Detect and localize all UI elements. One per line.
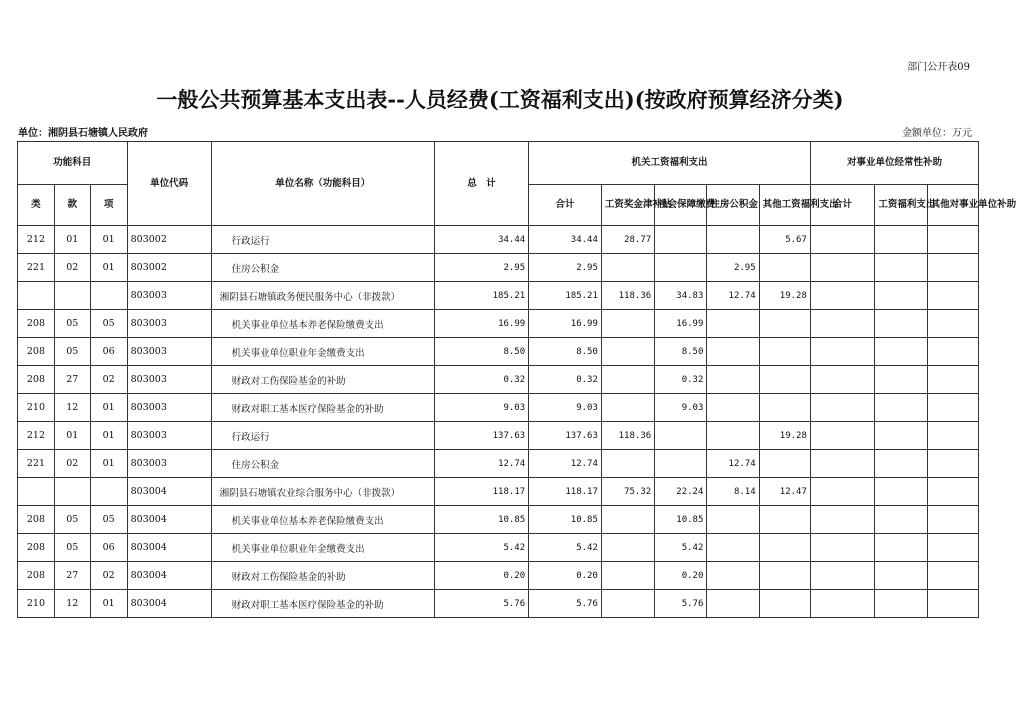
cell-inst-salary bbox=[875, 226, 927, 254]
cell-kuan bbox=[54, 282, 90, 310]
cell-unit-name: 机关事业单位职业年金缴费支出 bbox=[211, 534, 434, 562]
cell-org-total: 2.95 bbox=[529, 254, 602, 282]
cell-lei: 208 bbox=[18, 562, 55, 590]
cell-inst-total bbox=[810, 590, 875, 618]
cell-unit-name: 湘阴县石塘镇政务便民服务中心（非拨款） bbox=[211, 282, 434, 310]
cell-unit-code: 803003 bbox=[127, 422, 211, 450]
cell-org-total: 5.76 bbox=[529, 590, 602, 618]
cell-housing-fund bbox=[707, 226, 759, 254]
cell-inst-other bbox=[927, 478, 978, 506]
cell-unit-code: 803003 bbox=[127, 310, 211, 338]
cell-xiang: 05 bbox=[90, 310, 127, 338]
cell-inst-salary bbox=[875, 450, 927, 478]
cell-salary-bonus bbox=[601, 590, 654, 618]
page-title: 一般公共预算基本支出表--人员经费(工资福利支出)(按政府预算经济分类) bbox=[156, 87, 844, 112]
table-row bbox=[18, 254, 979, 282]
table-row bbox=[18, 478, 979, 506]
cell-salary-bonus bbox=[601, 450, 654, 478]
cell-salary-bonus bbox=[601, 506, 654, 534]
header-other-salary: 其他工资福利支出 bbox=[759, 185, 810, 226]
cell-xiang: 06 bbox=[90, 338, 127, 366]
cell-inst-salary bbox=[875, 338, 927, 366]
cell-inst-salary bbox=[875, 394, 927, 422]
cell-housing-fund: 12.74 bbox=[707, 282, 759, 310]
cell-housing-fund bbox=[707, 506, 759, 534]
cell-salary-bonus bbox=[601, 310, 654, 338]
cell-kuan: 27 bbox=[54, 366, 90, 394]
cell-inst-total bbox=[810, 450, 875, 478]
cell-inst-total bbox=[810, 562, 875, 590]
cell-org-total: 137.63 bbox=[529, 422, 602, 450]
cell-housing-fund: 8.14 bbox=[707, 478, 759, 506]
cell-lei bbox=[18, 282, 55, 310]
cell-unit-name: 财政对职工基本医疗保险基金的补助 bbox=[211, 590, 434, 618]
table-row bbox=[18, 562, 979, 590]
cell-xiang: 05 bbox=[90, 506, 127, 534]
cell-housing-fund: 2.95 bbox=[707, 254, 759, 282]
table-row bbox=[18, 450, 979, 478]
cell-housing-fund bbox=[707, 562, 759, 590]
header-unit-name: 单位名称（功能科目） bbox=[211, 142, 434, 226]
cell-inst-salary bbox=[875, 590, 927, 618]
cell-lei: 210 bbox=[18, 394, 55, 422]
cell-salary-bonus bbox=[601, 562, 654, 590]
header-social-security: 社会保障缴费 bbox=[655, 185, 707, 226]
cell-unit-code: 803003 bbox=[127, 366, 211, 394]
cell-inst-other bbox=[927, 366, 978, 394]
cell-org-total: 10.85 bbox=[529, 506, 602, 534]
cell-social-security bbox=[655, 422, 707, 450]
cell-kuan: 05 bbox=[54, 310, 90, 338]
table-row bbox=[18, 422, 979, 450]
table-row bbox=[18, 310, 979, 338]
cell-org-total: 185.21 bbox=[529, 282, 602, 310]
cell-lei: 221 bbox=[18, 450, 55, 478]
cell-salary-bonus: 75.32 bbox=[601, 478, 654, 506]
cell-lei: 208 bbox=[18, 506, 55, 534]
header-lei: 类 bbox=[18, 185, 55, 226]
cell-housing-fund: 12.74 bbox=[707, 450, 759, 478]
cell-inst-other bbox=[927, 310, 978, 338]
cell-other-salary: 19.28 bbox=[759, 282, 810, 310]
cell-unit-name: 行政运行 bbox=[211, 226, 434, 254]
cell-unit-name: 机关事业单位职业年金缴费支出 bbox=[211, 338, 434, 366]
cell-total: 185.21 bbox=[434, 282, 528, 310]
expenditure-table bbox=[17, 141, 1016, 618]
cell-inst-salary bbox=[875, 562, 927, 590]
cell-other-salary bbox=[759, 254, 810, 282]
cell-housing-fund bbox=[707, 310, 759, 338]
cell-unit-code: 803003 bbox=[127, 282, 211, 310]
cell-inst-salary bbox=[875, 422, 927, 450]
cell-unit-name: 住房公积金 bbox=[211, 450, 434, 478]
cell-inst-salary bbox=[875, 534, 927, 562]
cell-total: 16.99 bbox=[434, 310, 528, 338]
cell-xiang: 01 bbox=[90, 422, 127, 450]
amount-unit: 金额单位：万元 bbox=[902, 128, 972, 139]
cell-salary-bonus bbox=[601, 366, 654, 394]
cell-total: 10.85 bbox=[434, 506, 528, 534]
cell-unit-code: 803003 bbox=[127, 394, 211, 422]
cell-salary-bonus bbox=[601, 338, 654, 366]
cell-other-salary: 19.28 bbox=[759, 422, 810, 450]
cell-social-security: 22.24 bbox=[655, 478, 707, 506]
cell-other-salary bbox=[759, 338, 810, 366]
table-row bbox=[18, 226, 979, 254]
cell-org-total: 5.42 bbox=[529, 534, 602, 562]
cell-total: 0.20 bbox=[434, 562, 528, 590]
table-row bbox=[18, 282, 979, 310]
cell-kuan: 05 bbox=[54, 534, 90, 562]
header-org-group: 机关工资福利支出 bbox=[529, 142, 811, 185]
cell-housing-fund bbox=[707, 534, 759, 562]
cell-xiang: 02 bbox=[90, 366, 127, 394]
cell-salary-bonus bbox=[601, 534, 654, 562]
table-row bbox=[18, 394, 979, 422]
cell-inst-total bbox=[810, 254, 875, 282]
header-housing-fund: 住房公积金 bbox=[707, 185, 759, 226]
cell-inst-other bbox=[927, 338, 978, 366]
cell-xiang: 01 bbox=[90, 450, 127, 478]
cell-total: 5.42 bbox=[434, 534, 528, 562]
cell-org-total: 34.44 bbox=[529, 226, 602, 254]
cell-social-security: 5.76 bbox=[655, 590, 707, 618]
cell-other-salary bbox=[759, 394, 810, 422]
cell-inst-other bbox=[927, 534, 978, 562]
cell-xiang bbox=[90, 282, 127, 310]
cell-social-security: 9.03 bbox=[655, 394, 707, 422]
cell-org-total: 118.17 bbox=[529, 478, 602, 506]
cell-lei bbox=[18, 478, 55, 506]
cell-other-salary bbox=[759, 534, 810, 562]
cell-housing-fund bbox=[707, 366, 759, 394]
header-salary-bonus: 工资奖金津补贴 bbox=[601, 185, 654, 226]
table-body bbox=[18, 226, 979, 618]
cell-housing-fund bbox=[707, 422, 759, 450]
header-xiang: 项 bbox=[90, 185, 127, 226]
cell-unit-name: 机关事业单位基本养老保险缴费支出 bbox=[211, 310, 434, 338]
cell-social-security bbox=[655, 226, 707, 254]
cell-inst-other bbox=[927, 506, 978, 534]
cell-org-total: 16.99 bbox=[529, 310, 602, 338]
cell-inst-total bbox=[810, 366, 875, 394]
cell-salary-bonus bbox=[601, 254, 654, 282]
cell-lei: 212 bbox=[18, 422, 55, 450]
cell-total: 137.63 bbox=[434, 422, 528, 450]
cell-total: 118.17 bbox=[434, 478, 528, 506]
cell-xiang: 01 bbox=[90, 394, 127, 422]
cell-social-security: 16.99 bbox=[655, 310, 707, 338]
cell-xiang: 01 bbox=[90, 226, 127, 254]
cell-lei: 221 bbox=[18, 254, 55, 282]
cell-inst-salary bbox=[875, 310, 927, 338]
cell-unit-code: 803004 bbox=[127, 590, 211, 618]
cell-inst-other bbox=[927, 254, 978, 282]
table-row bbox=[18, 590, 979, 618]
cell-inst-total bbox=[810, 422, 875, 450]
cell-unit-name: 湘阴县石塘镇农业综合服务中心（非拨款） bbox=[211, 478, 434, 506]
cell-total: 8.50 bbox=[434, 338, 528, 366]
cell-total: 5.76 bbox=[434, 590, 528, 618]
cell-xiang: 02 bbox=[90, 562, 127, 590]
cell-kuan: 12 bbox=[54, 590, 90, 618]
cell-inst-other bbox=[927, 590, 978, 618]
cell-other-salary bbox=[759, 590, 810, 618]
header-org-total: 合计 bbox=[529, 185, 602, 226]
cell-kuan bbox=[54, 478, 90, 506]
table-row bbox=[18, 338, 979, 366]
cell-inst-other bbox=[927, 394, 978, 422]
cell-social-security bbox=[655, 254, 707, 282]
cell-unit-code: 803004 bbox=[127, 534, 211, 562]
cell-housing-fund bbox=[707, 338, 759, 366]
cell-kuan: 12 bbox=[54, 394, 90, 422]
cell-inst-other bbox=[927, 450, 978, 478]
cell-lei: 212 bbox=[18, 226, 55, 254]
header-row-1 bbox=[18, 142, 979, 185]
cell-kuan: 05 bbox=[54, 338, 90, 366]
cell-inst-salary bbox=[875, 282, 927, 310]
header-func-subject: 功能科目 bbox=[18, 142, 128, 185]
cell-kuan: 27 bbox=[54, 562, 90, 590]
cell-kuan: 05 bbox=[54, 506, 90, 534]
cell-other-salary bbox=[759, 310, 810, 338]
header-inst-salary: 工资福利支出 bbox=[875, 185, 927, 226]
cell-unit-name: 机关事业单位基本养老保险缴费支出 bbox=[211, 506, 434, 534]
cell-inst-salary bbox=[875, 366, 927, 394]
cell-inst-total bbox=[810, 282, 875, 310]
cell-social-security: 5.42 bbox=[655, 534, 707, 562]
cell-lei: 208 bbox=[18, 534, 55, 562]
header-total: 总 计 bbox=[434, 142, 528, 226]
cell-org-total: 0.32 bbox=[529, 366, 602, 394]
cell-inst-other bbox=[927, 282, 978, 310]
table-row bbox=[18, 366, 979, 394]
cell-salary-bonus: 28.77 bbox=[601, 226, 654, 254]
cell-lei: 210 bbox=[18, 590, 55, 618]
cell-salary-bonus: 118.36 bbox=[601, 282, 654, 310]
cell-unit-code: 803003 bbox=[127, 450, 211, 478]
cell-xiang: 01 bbox=[90, 590, 127, 618]
cell-org-total: 9.03 bbox=[529, 394, 602, 422]
cell-unit-code: 803004 bbox=[127, 562, 211, 590]
cell-other-salary bbox=[759, 450, 810, 478]
cell-inst-total bbox=[810, 310, 875, 338]
cell-inst-salary bbox=[875, 254, 927, 282]
cell-lei: 208 bbox=[18, 338, 55, 366]
cell-unit-code: 803004 bbox=[127, 506, 211, 534]
cell-salary-bonus bbox=[601, 394, 654, 422]
cell-unit-code: 803003 bbox=[127, 338, 211, 366]
cell-unit-code: 803002 bbox=[127, 226, 211, 254]
cell-inst-other bbox=[927, 562, 978, 590]
cell-total: 0.32 bbox=[434, 366, 528, 394]
cell-inst-other bbox=[927, 422, 978, 450]
cell-unit-name: 财政对职工基本医疗保险基金的补助 bbox=[211, 394, 434, 422]
cell-unit-code: 803002 bbox=[127, 254, 211, 282]
cell-kuan: 02 bbox=[54, 450, 90, 478]
form-number: 部门公开表09 bbox=[907, 62, 970, 73]
header-unit-code: 单位代码 bbox=[127, 142, 211, 226]
cell-social-security: 10.85 bbox=[655, 506, 707, 534]
cell-kuan: 02 bbox=[54, 254, 90, 282]
cell-org-total: 12.74 bbox=[529, 450, 602, 478]
cell-inst-total bbox=[810, 226, 875, 254]
cell-inst-total bbox=[810, 506, 875, 534]
cell-other-salary bbox=[759, 366, 810, 394]
cell-social-security: 0.32 bbox=[655, 366, 707, 394]
cell-other-salary bbox=[759, 562, 810, 590]
cell-social-security: 8.50 bbox=[655, 338, 707, 366]
header-kuan: 款 bbox=[54, 185, 90, 226]
cell-social-security: 34.83 bbox=[655, 282, 707, 310]
cell-total: 9.03 bbox=[434, 394, 528, 422]
unit-label: 单位：湘阴县石塘镇人民政府 bbox=[18, 128, 148, 139]
cell-xiang: 01 bbox=[90, 254, 127, 282]
cell-other-salary bbox=[759, 506, 810, 534]
header-inst-group: 对事业单位经常性补助 bbox=[810, 142, 978, 185]
cell-unit-name: 财政对工伤保险基金的补助 bbox=[211, 366, 434, 394]
cell-total: 2.95 bbox=[434, 254, 528, 282]
cell-social-security: 0.20 bbox=[655, 562, 707, 590]
header-inst-other: 其他对事业单位补助 bbox=[927, 185, 978, 226]
header-inst-total: 合计 bbox=[810, 185, 875, 226]
cell-org-total: 8.50 bbox=[529, 338, 602, 366]
cell-inst-total bbox=[810, 338, 875, 366]
cell-org-total: 0.20 bbox=[529, 562, 602, 590]
cell-inst-salary bbox=[875, 506, 927, 534]
cell-xiang: 06 bbox=[90, 534, 127, 562]
cell-lei: 208 bbox=[18, 310, 55, 338]
cell-other-salary: 12.47 bbox=[759, 478, 810, 506]
cell-kuan: 01 bbox=[54, 226, 90, 254]
cell-unit-name: 财政对工伤保险基金的补助 bbox=[211, 562, 434, 590]
cell-total: 12.74 bbox=[434, 450, 528, 478]
cell-inst-total bbox=[810, 478, 875, 506]
cell-social-security bbox=[655, 450, 707, 478]
cell-unit-name: 住房公积金 bbox=[211, 254, 434, 282]
cell-housing-fund bbox=[707, 394, 759, 422]
cell-inst-total bbox=[810, 534, 875, 562]
cell-unit-code: 803004 bbox=[127, 478, 211, 506]
table-row bbox=[18, 506, 979, 534]
table-row bbox=[18, 534, 979, 562]
cell-total: 34.44 bbox=[434, 226, 528, 254]
cell-other-salary: 5.67 bbox=[759, 226, 810, 254]
cell-xiang bbox=[90, 478, 127, 506]
cell-inst-total bbox=[810, 394, 875, 422]
cell-inst-salary bbox=[875, 478, 927, 506]
cell-salary-bonus: 118.36 bbox=[601, 422, 654, 450]
cell-unit-name: 行政运行 bbox=[211, 422, 434, 450]
cell-kuan: 01 bbox=[54, 422, 90, 450]
cell-housing-fund bbox=[707, 590, 759, 618]
cell-lei: 208 bbox=[18, 366, 55, 394]
cell-inst-other bbox=[927, 226, 978, 254]
